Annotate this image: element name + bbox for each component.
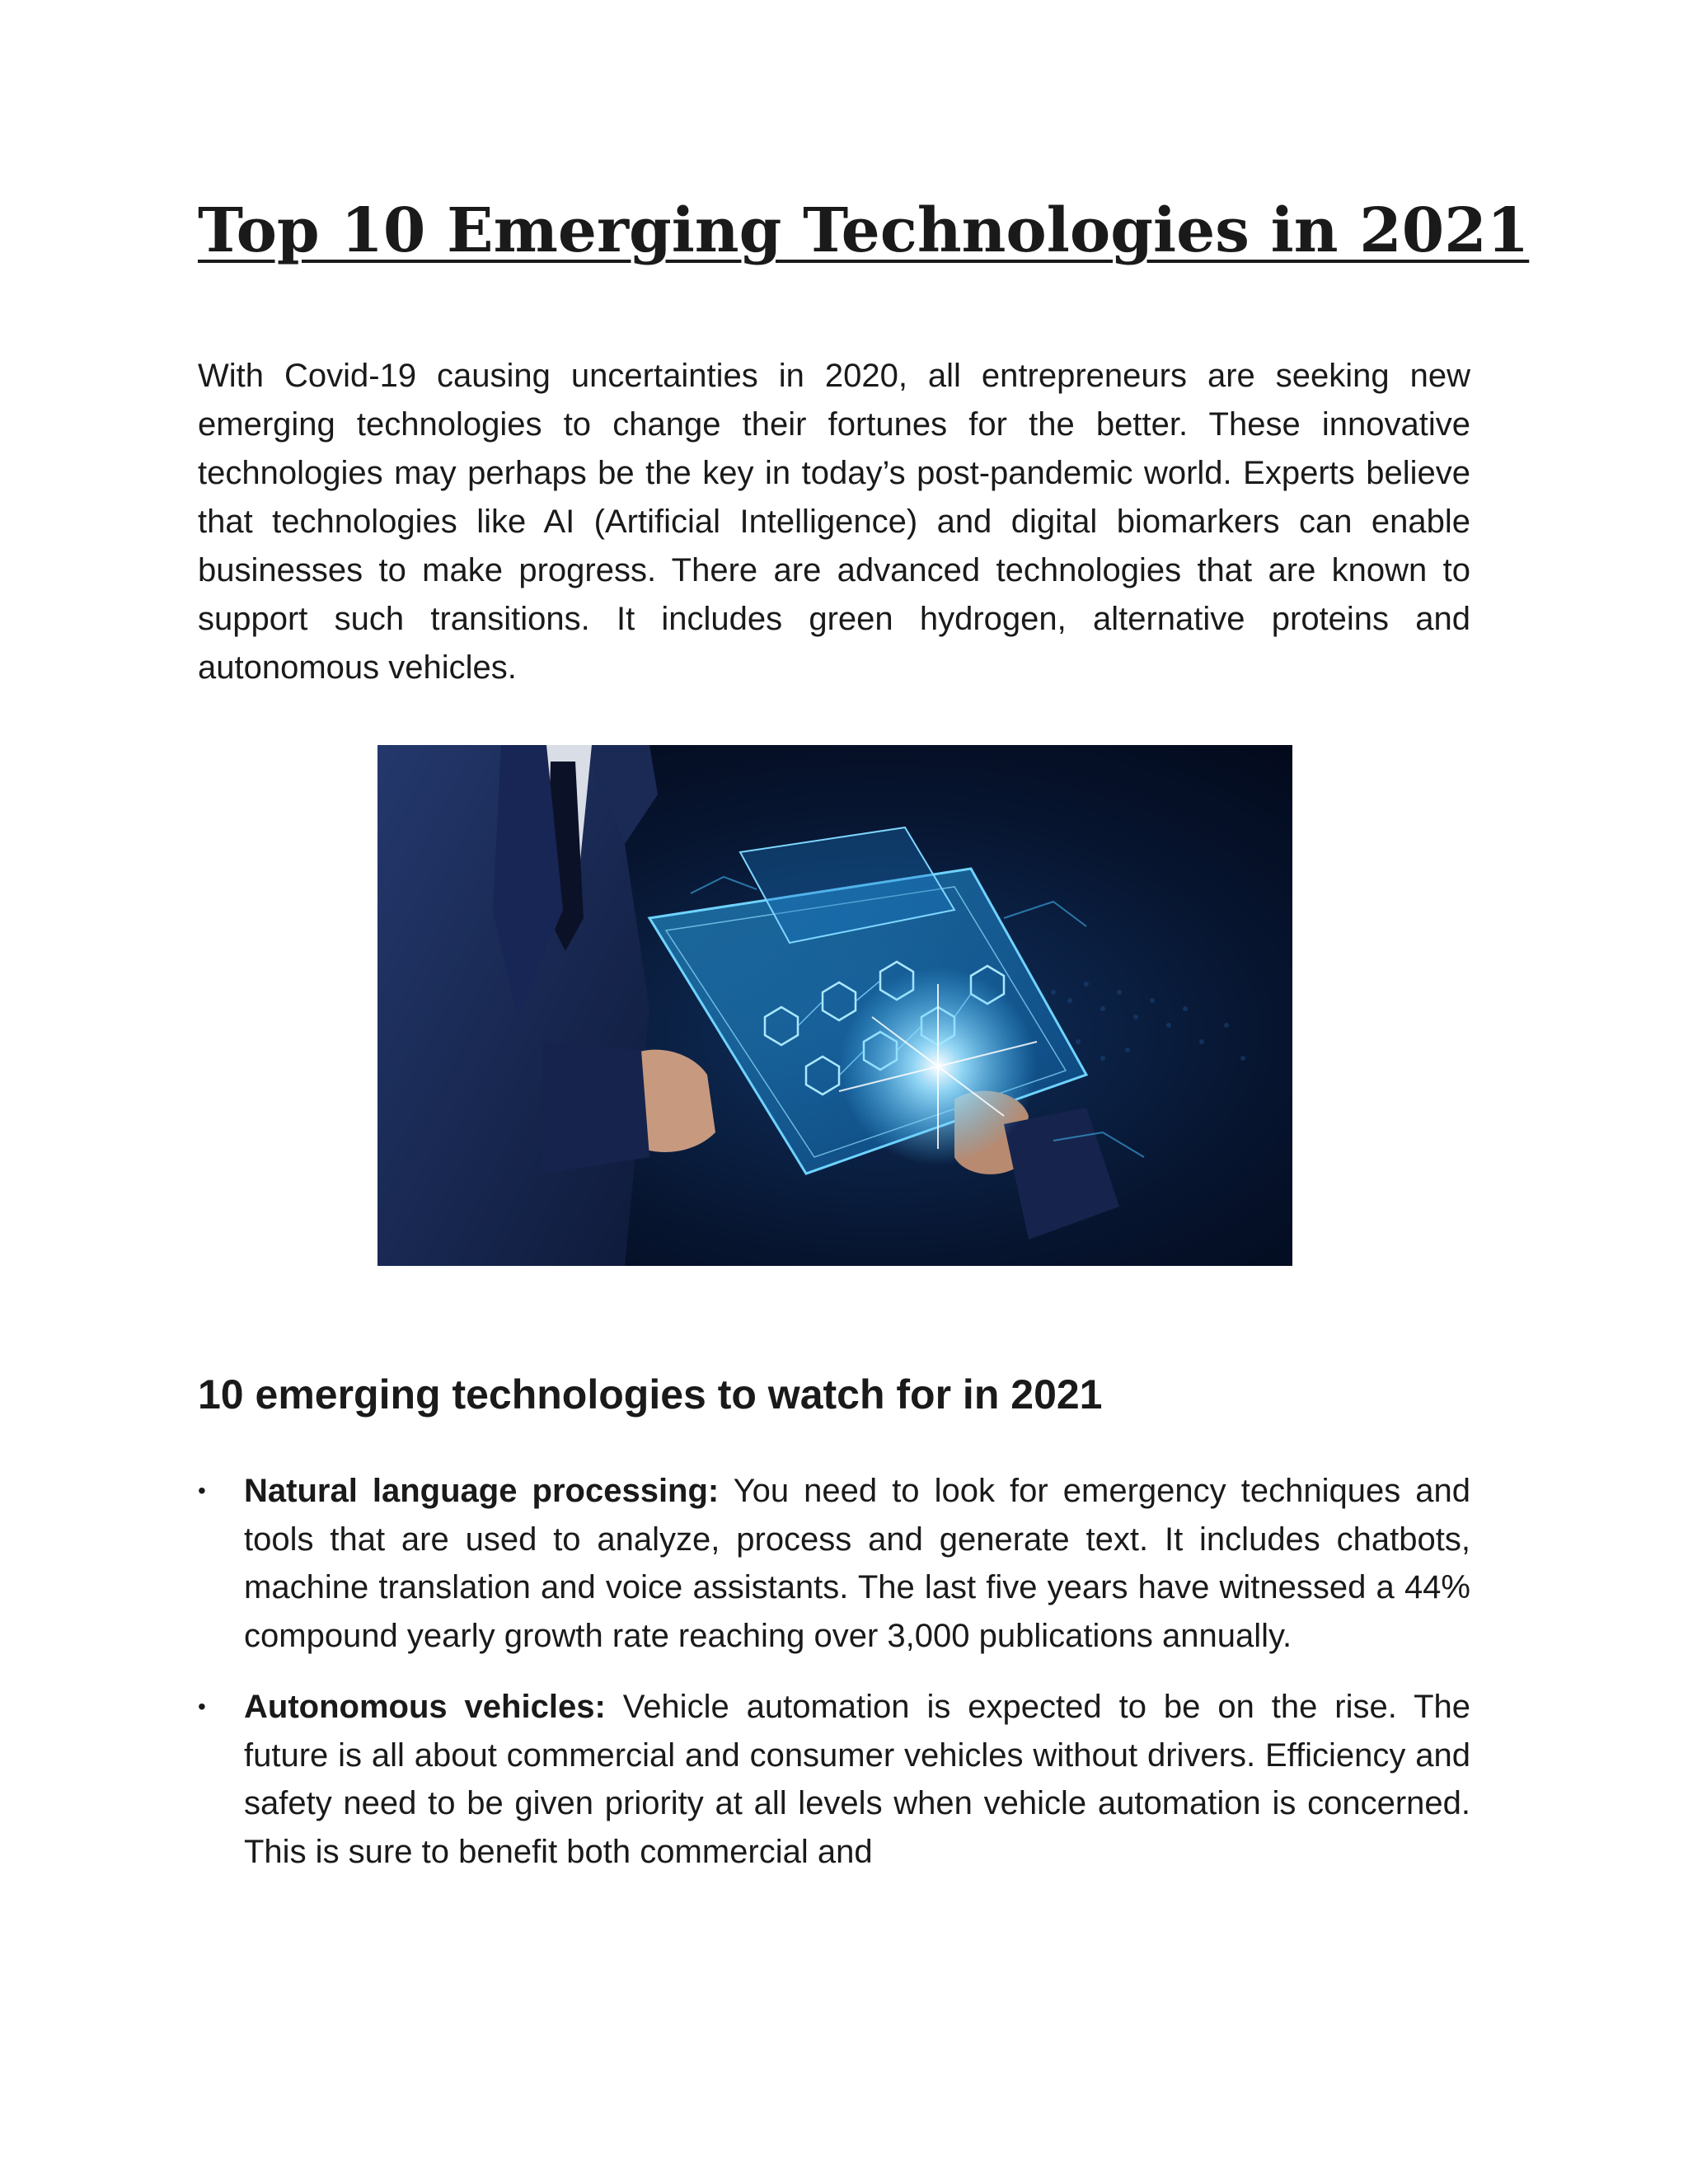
technology-term: Natural language processing: bbox=[244, 1473, 720, 1509]
bullet-icon: • bbox=[198, 1478, 206, 1503]
section-heading: 10 emerging technologies to watch for in 2021 bbox=[198, 1371, 1103, 1418]
technology-description: You need to look for emergency techniques and tools that are used to analyze, process and generate text. It includes chatbots, machine translation and voice assistants. The last five years have witnessed a 44% compound yearly growth rate reaching over 3,000 publications annually. bbox=[244, 1473, 1471, 1654]
intro-paragraph: With Covid-19 causing uncertainties in 2020, all entrepreneurs are seeking new emerging technologies to change their fortunes for the better. These innovative technologies may perhaps be the key in today’s post-pandemic world. Experts believe that technologies like AI (Artificial Intelligence) and digital biomarkers can enable businesses to make progress. There are advanced technologies that are known to support such transitions. It includes green hydrogen, alternative proteins and autonomous vehicles. bbox=[198, 358, 1470, 686]
technology-description: Vehicle automation is expected to be on the rise. The future is all about commercial and consumer vehicles without drivers. Efficiency and safety need to be given priority at all levels when vehicle automation is concerned. This is sure to benefit both commercial and bbox=[244, 1689, 1470, 1870]
list-item bbox=[198, 1467, 1470, 1660]
technology-term: Autonomous vehicles: bbox=[244, 1689, 606, 1725]
bullet-icon: • bbox=[198, 1694, 206, 1719]
page-title: Top 10 Emerging Technologies in 2021 bbox=[198, 195, 1530, 266]
technology-list bbox=[198, 1467, 1470, 1899]
list-item bbox=[198, 1683, 1470, 1876]
hero-image bbox=[377, 745, 1292, 1266]
businessman-holding-digital-tablet-image bbox=[377, 745, 1292, 1266]
